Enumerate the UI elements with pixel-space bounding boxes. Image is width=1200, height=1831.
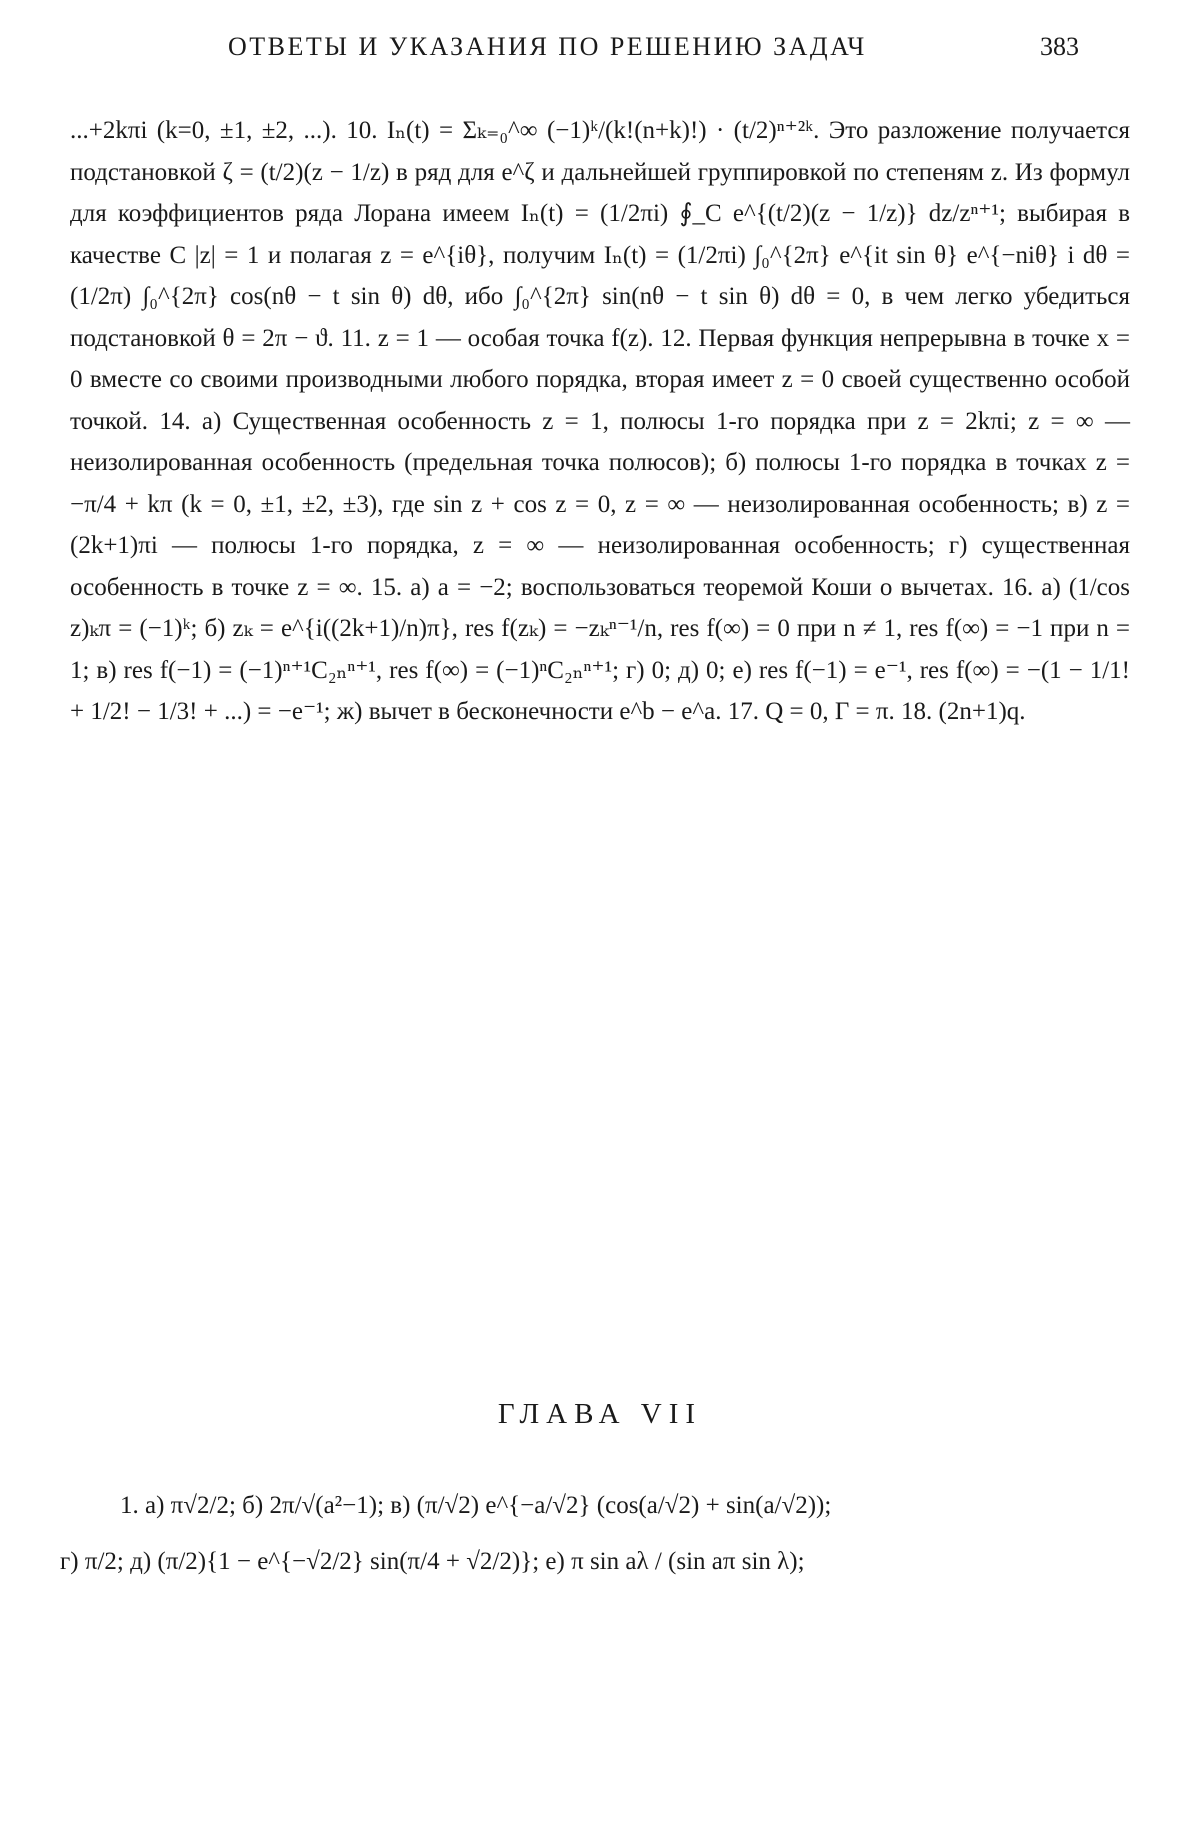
page-header: [0, 30, 1200, 70]
running-title: ОТВЕТЫ И УКАЗАНИЯ ПО РЕШЕНИЮ ЗАДАЧ: [228, 32, 867, 61]
answer-row: 1. а) π√2/2; б) 2π/√(a²−1); в) (π/√2) e^{−a/√2} (cos(a/√2) + sin(a/√2));: [120, 1492, 832, 1519]
text-paragraph: ...+2kπi (k=0, ±1, ±2, ...). 10. Iₙ(t) = Σₖ₌₀^∞ (−1)ᵏ/(k!(n+k)!) · (t/2)ⁿ⁺²ᵏ. Это разложение получается подстановкой ζ = (t/2)(z − 1/z) в ряд для e^ζ и дальнейшей группировкой по степеням z. Из формул для коэффициентов ряда Лорана имеем Iₙ(t) = (1/2πi) ∮_C e^{(t/2)(z − 1/z)} dz/zⁿ⁺¹; выбирая в качестве C |z| = 1 и полагая z = e^{iθ}, получим Iₙ(t) = (1/2πi) ∫₀^{2π} e^{it sin θ} e^{−niθ} i dθ = (1/2π) ∫₀^{2π} cos(nθ − t sin θ) dθ, ибо ∫₀^{2π} sin(nθ − t sin θ) dθ = 0, в чем легко убедиться подстановкой θ = 2π − ϑ. 11. z = 1 — особая точка f(z). 12. Первая функция непрерывна в точке x = 0 вместе со своими производными любого порядка, вторая имеет z = 0 своей существенно особой точкой. 14. а) Существенная особенность z = 1, полюсы 1-го порядка при z = 2kπi; z = ∞ — неизолированная особенность (предельная точка полюсов); б) полюсы 1-го порядка в точках z = −π/4 + kπ (k = 0, ±1, ±2, ±3), где sin z + cos z = 0, z = ∞ — неизолированная особенность; в) z = (2k+1)πi — полюсы 1-го порядка, z = ∞ — неизолированная особенность; г) существенная особенность в точке z = ∞. 15. а) a = −2; воспользоваться теоремой Коши о вычетах. 16. а) (1/cos z)ₖπ = (−1)ᵏ; б) zₖ = e^{i((2k+1)/n)π}, res f(zₖ) = −zₖⁿ⁻¹/n, res f(∞) = 0 при n ≠ 1, res f(∞) = −1 при n = 1; в) res f(−1) = (−1)ⁿ⁺¹C₂ₙⁿ⁺¹, res f(∞) = (−1)ⁿC₂ₙⁿ⁺¹; г) 0; д) 0; е) res f(−1) = e⁻¹, res f(∞) = −(1 − 1/1! + 1/2! − 1/3! + ...) = −e⁻¹; ж) вычет в бесконечности e^b − e^a. 17. Q = 0, Γ = π. 18. (2n+1)q.: [70, 117, 1130, 725]
page-number: 383: [1040, 32, 1079, 61]
answer-row: г) π/2; д) (π/2){1 − e^{−√2/2} sin(π/4 + √2/2)}; е) π sin aλ / (sin aπ sin λ);: [60, 1548, 805, 1575]
answers-text-block: [70, 110, 1130, 733]
chapter-heading: ГЛАВА VII: [497, 1398, 703, 1430]
chapter-answers: [60, 1478, 1140, 1590]
